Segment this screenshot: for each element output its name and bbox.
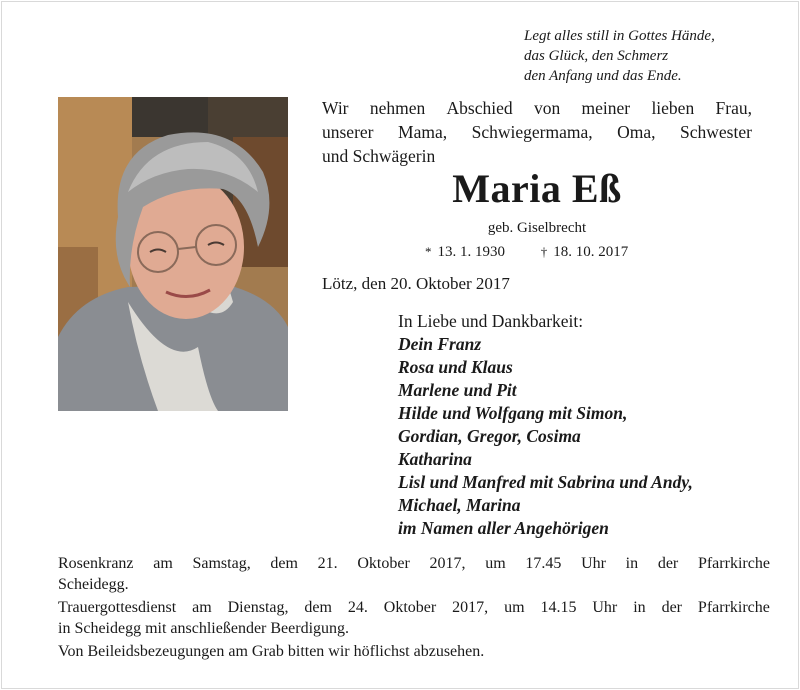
maiden-name: geb. Giselbrecht: [487, 220, 587, 236]
intro-word: nehmen: [369, 98, 426, 118]
service-notices: [58, 553, 770, 664]
intro-text: [322, 96, 752, 168]
notice-word: Dienstag,: [227, 599, 289, 616]
mourner-entry: Michael, Marina: [398, 495, 521, 515]
notice-word: um: [485, 555, 506, 572]
mourners-list: [398, 310, 693, 540]
rosary-notice: [58, 553, 770, 595]
intro-line-1: [322, 96, 752, 120]
notice-word: am: [153, 555, 173, 572]
intro-word: meiner: [581, 98, 631, 118]
notice-word: Uhr: [592, 599, 618, 616]
motto-line: den Anfang und das Ende.: [524, 68, 682, 84]
birth-date: 13. 1. 1930: [437, 244, 505, 260]
mourner-entry: Hilde und Wolfgang mit Simon,: [398, 403, 628, 423]
notice-word: der: [657, 555, 679, 572]
life-dates: [425, 242, 628, 262]
mourner-entry: Katharina: [398, 449, 472, 469]
motto-line: das Glück, den Schmerz: [524, 48, 669, 64]
intro-word: Schwester: [680, 122, 752, 142]
service-line-2: in Scheidegg mit anschließender Beerdigung.: [58, 620, 350, 637]
notice-word: in: [625, 555, 639, 572]
notice-word: dem: [304, 599, 332, 616]
funeral-service-notice: [58, 597, 770, 639]
notice-word: 2017,: [452, 599, 489, 616]
intro-word: Oma,: [617, 122, 656, 142]
rosary-line-1: [58, 553, 770, 574]
notice-word: Rosenkranz: [58, 555, 134, 572]
intro-word: lieben: [651, 98, 695, 118]
mourner-entry: Lisl und Manfred mit Sabrina und Andy,: [398, 472, 693, 492]
condolence-notice: Von Beileidsbezeugungen am Grab bitten wir höflichst abzusehen.: [58, 643, 485, 660]
death-date: 18. 10. 2017: [553, 244, 629, 260]
deceased-name: Maria Eß: [452, 166, 622, 211]
intro-word: von: [533, 98, 561, 118]
intro-word: Schwiegermama,: [471, 122, 593, 142]
notice-word: Trauergottesdienst: [58, 599, 177, 616]
notice-word: Oktober: [357, 555, 410, 572]
notice-word: 21.: [317, 555, 338, 572]
notice-word: in: [633, 599, 646, 616]
mourner-entry: Dein Franz: [398, 334, 482, 354]
mourner-entry: Rosa und Klaus: [398, 357, 513, 377]
notice-word: Uhr: [581, 555, 606, 572]
notice-word: am: [192, 599, 212, 616]
notice-word: 14.15: [540, 599, 577, 616]
mourners-lead: In Liebe und Dankbarkeit:: [398, 311, 584, 331]
intro-word: unserer: [322, 122, 374, 142]
mourner-entry: im Namen aller Angehörigen: [398, 518, 609, 538]
notice-word: Pfarrkirche: [697, 555, 770, 572]
notice-word: 17.45: [525, 555, 562, 572]
birth-star-icon: *: [425, 244, 432, 259]
motto-line: Legt alles still in Gottes Hände,: [524, 28, 715, 44]
service-line-1: [58, 597, 770, 618]
rosary-line-2: Scheidegg.: [58, 576, 129, 593]
mourner-entry: Marlene und Pit: [398, 380, 517, 400]
place-and-date: Lötz, den 20. Oktober 2017: [322, 274, 510, 293]
notice-word: Oktober: [383, 599, 437, 616]
intro-word: Frau,: [715, 98, 752, 118]
notice-word: um: [504, 599, 525, 616]
notice-word: Samstag,: [192, 555, 251, 572]
mourner-entry: Gordian, Gregor, Cosima: [398, 426, 581, 446]
portrait-photo: [58, 97, 288, 411]
notice-word: dem: [270, 555, 298, 572]
death-cross-icon: †: [540, 244, 548, 259]
motto-verse: [524, 26, 715, 86]
intro-word: Abschied: [446, 98, 513, 118]
intro-word: Mama,: [398, 122, 448, 142]
notice-word: der: [661, 599, 682, 616]
notice-word: Pfarrkirche: [697, 599, 770, 616]
intro-word: Wir: [322, 98, 349, 118]
intro-line-3: und Schwägerin: [322, 146, 436, 166]
notice-word: 2017,: [429, 555, 466, 572]
notice-word: 24.: [347, 599, 368, 616]
intro-line-2: [322, 120, 752, 144]
